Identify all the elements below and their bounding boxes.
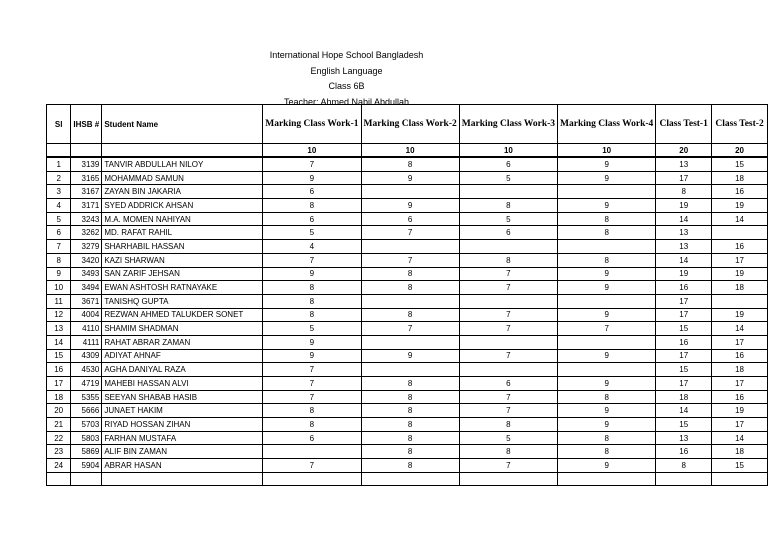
student-mark: 5 [459,212,557,226]
student-name: SHAMIM SHADMAN [102,322,263,336]
student-mark: 16 [712,185,768,199]
table-row [47,253,768,267]
student-name: SEEYAN SHABAB HASIB [102,390,263,404]
student-mark: 9 [263,335,361,349]
student-sl: 24 [47,459,71,473]
student-sl: 21 [47,418,71,432]
student-mark: 17 [712,253,768,267]
max-mark: 10 [459,144,557,158]
student-sl: 8 [47,253,71,267]
table-row [47,363,768,377]
student-mark: 14 [712,322,768,336]
student-name: EWAN ASHTOSH RATNAYAKE [102,281,263,295]
student-mark: 9 [558,404,656,418]
student-sl: 20 [47,404,71,418]
student-mark: 8 [459,445,557,459]
student-mark: 16 [656,335,712,349]
student-id: 3494 [71,281,102,295]
student-name: AGHA DANIYAL RAZA [102,363,263,377]
student-mark: 8 [361,445,459,459]
student-mark: 13 [656,240,712,254]
student-mark [361,185,459,199]
student-sl: 14 [47,335,71,349]
table-row [47,199,768,213]
student-sl: 11 [47,294,71,308]
student-sl: 10 [47,281,71,295]
student-mark [459,335,557,349]
school-name: International Hope School Bangladesh [269,50,424,60]
student-name: SHARHABIL HASSAN [102,240,263,254]
student-mark: 8 [361,431,459,445]
student-mark [361,240,459,254]
student-mark: 9 [558,308,656,322]
student-sl: 22 [47,431,71,445]
student-mark: 16 [656,281,712,295]
student-sl: 5 [47,212,71,226]
student-mark: 17 [712,335,768,349]
teacher-name: Teacher: Ahmed Nabil Abdullah [283,96,410,107]
student-mark [558,335,656,349]
student-mark: 5 [459,431,557,445]
student-mark: 8 [656,459,712,473]
student-mark: 7 [361,322,459,336]
table-row [47,377,768,391]
student-id: 4309 [71,349,102,363]
student-mark: 7 [263,253,361,267]
student-mark [558,363,656,377]
student-mark: 18 [712,281,768,295]
student-mark: 6 [263,212,361,226]
student-mark [459,240,557,254]
student-mark: 15 [712,157,768,171]
student-mark: 8 [263,418,361,432]
student-mark: 6 [361,212,459,226]
student-mark: 8 [459,418,557,432]
student-mark: 6 [459,157,557,171]
student-sl: 15 [47,349,71,363]
student-mark [558,294,656,308]
student-sl: 4 [47,199,71,213]
student-mark: 6 [459,226,557,240]
student-mark: 14 [712,431,768,445]
student-mark: 7 [459,322,557,336]
table-row [47,308,768,322]
subject-name: English Language [310,65,383,76]
student-mark: 9 [558,199,656,213]
student-mark: 7 [459,308,557,322]
student-mark: 19 [712,404,768,418]
student-id: 5904 [71,459,102,473]
col-header-ct1: Class Test-1 [656,105,712,144]
empty-row [47,472,768,485]
marks-table [46,104,768,486]
table-row [47,240,768,254]
student-mark: 19 [656,267,712,281]
student-mark: 18 [656,390,712,404]
student-mark: 7 [361,226,459,240]
student-name: MD. RAFAT RAHIL [102,226,263,240]
student-mark: 14 [656,404,712,418]
student-mark: 7 [263,459,361,473]
student-mark: 18 [712,363,768,377]
student-sl: 12 [47,308,71,322]
student-id: 3671 [71,294,102,308]
student-mark: 7 [558,322,656,336]
student-mark: 14 [656,212,712,226]
student-name: SYED ADDRICK AHSAN [102,199,263,213]
student-id: 4110 [71,322,102,336]
student-mark: 17 [656,349,712,363]
student-name: ZAYAN BIN JAKARIA [102,185,263,199]
student-id: 4004 [71,308,102,322]
student-mark: 17 [656,308,712,322]
student-mark: 7 [263,363,361,377]
student-name: KAZI SHARWAN [102,253,263,267]
student-mark: 9 [263,171,361,185]
col-header-id: IHSB # [71,105,102,144]
col-header-cw2: Marking Class Work-2 [361,105,459,144]
table-row [47,294,768,308]
student-mark: 17 [656,171,712,185]
student-mark: 8 [361,377,459,391]
col-header-ct2: Class Test-2 [712,105,768,144]
student-mark [459,294,557,308]
student-mark: 6 [263,431,361,445]
student-mark [361,294,459,308]
student-mark: 9 [558,157,656,171]
table-row [47,404,768,418]
student-id: 3167 [71,185,102,199]
student-mark: 8 [263,199,361,213]
student-mark: 8 [361,157,459,171]
student-mark: 8 [263,308,361,322]
student-mark: 8 [361,404,459,418]
student-id: 3165 [71,171,102,185]
student-id: 3420 [71,253,102,267]
student-name: REZWAN AHMED TALUKDER SONET [102,308,263,322]
student-mark: 16 [712,390,768,404]
student-sl: 16 [47,363,71,377]
student-mark: 8 [558,253,656,267]
table-row [47,418,768,432]
table-row [47,459,768,473]
student-name: ADIYAT AHNAF [102,349,263,363]
student-id: 3262 [71,226,102,240]
student-mark: 9 [361,349,459,363]
student-sl: 1 [47,157,71,171]
student-mark: 8 [558,226,656,240]
student-mark: 16 [712,240,768,254]
student-sl: 9 [47,267,71,281]
student-name: TANISHQ GUPTA [102,294,263,308]
student-mark: 4 [263,240,361,254]
student-mark [361,363,459,377]
student-mark: 9 [558,171,656,185]
table-row [47,322,768,336]
student-name: FARHAN MUSTAFA [102,431,263,445]
student-mark: 18 [712,171,768,185]
student-mark: 19 [656,199,712,213]
table-row [47,226,768,240]
student-mark: 8 [459,199,557,213]
student-id: 5666 [71,404,102,418]
student-mark: 8 [459,253,557,267]
student-mark [712,226,768,240]
student-mark: 8 [361,418,459,432]
student-mark: 14 [656,253,712,267]
student-mark: 8 [558,390,656,404]
student-mark: 8 [361,390,459,404]
student-mark [558,185,656,199]
student-id: 3279 [71,240,102,254]
student-mark: 19 [712,267,768,281]
student-mark [712,294,768,308]
student-mark: 9 [558,459,656,473]
student-mark [459,363,557,377]
student-name: SAN ZARIF JEHSAN [102,267,263,281]
student-sl: 23 [47,445,71,459]
student-mark: 9 [558,418,656,432]
student-name: ALIF BIN ZAMAN [102,445,263,459]
student-id: 3493 [71,267,102,281]
student-mark: 7 [459,281,557,295]
student-mark: 9 [558,349,656,363]
student-name: JUNAET HAKIM [102,404,263,418]
student-mark: 8 [558,445,656,459]
student-sl: 7 [47,240,71,254]
student-id: 4111 [71,335,102,349]
student-mark: 9 [263,267,361,281]
student-name: RIYAD HOSSAN ZIHAN [102,418,263,432]
header-row [47,105,768,144]
student-name: RAHAT ABRAR ZAMAN [102,335,263,349]
table-row [47,431,768,445]
student-mark: 13 [656,157,712,171]
student-mark: 8 [361,281,459,295]
student-mark: 5 [263,226,361,240]
student-mark [459,185,557,199]
max-mark: 10 [263,144,361,158]
table-row [47,212,768,226]
student-mark: 15 [656,418,712,432]
student-id: 5803 [71,431,102,445]
student-mark: 19 [712,199,768,213]
student-id: 5869 [71,445,102,459]
student-sl: 6 [47,226,71,240]
student-mark: 9 [263,349,361,363]
student-name: MOHAMMAD SAMUN [102,171,263,185]
student-mark: 18 [712,445,768,459]
student-mark: 9 [361,171,459,185]
max-mark: 20 [712,144,768,158]
student-mark: 8 [361,308,459,322]
student-mark: 13 [656,226,712,240]
table-row [47,335,768,349]
student-mark: 7 [263,390,361,404]
student-mark [263,445,361,459]
student-mark: 6 [263,185,361,199]
student-mark: 9 [558,267,656,281]
student-mark: 17 [712,377,768,391]
student-mark: 8 [361,267,459,281]
student-mark: 9 [558,377,656,391]
student-sl: 2 [47,171,71,185]
student-mark: 7 [459,267,557,281]
student-mark: 14 [712,212,768,226]
col-header-sl: Sl [47,105,71,144]
student-mark: 16 [656,445,712,459]
student-mark: 15 [712,459,768,473]
max-mark: 10 [558,144,656,158]
student-sl: 3 [47,185,71,199]
student-mark: 7 [459,349,557,363]
student-mark: 9 [558,281,656,295]
max-marks-row [47,144,768,158]
table-row [47,390,768,404]
student-id: 3243 [71,212,102,226]
table-row [47,281,768,295]
student-mark: 6 [459,377,557,391]
student-mark: 7 [459,390,557,404]
table-row [47,445,768,459]
table-row [47,171,768,185]
student-sl: 17 [47,377,71,391]
student-mark: 13 [656,431,712,445]
student-mark: 16 [712,349,768,363]
table-row [47,185,768,199]
student-id: 5703 [71,418,102,432]
student-mark: 7 [263,377,361,391]
class-name: Class 6B [328,81,365,91]
student-mark: 8 [558,212,656,226]
student-mark: 17 [712,418,768,432]
student-mark: 9 [361,199,459,213]
col-header-cw3: Marking Class Work-3 [459,105,557,144]
student-name: M.A. MOMEN NAHIYAN [102,212,263,226]
student-sl: 18 [47,390,71,404]
student-mark [361,335,459,349]
student-mark: 17 [656,294,712,308]
col-header-name: Student Name [102,105,263,144]
sheet-heading [0,48,693,110]
student-mark: 8 [361,459,459,473]
table-row [47,157,768,171]
max-mark: 20 [656,144,712,158]
student-mark: 7 [263,157,361,171]
student-mark: 19 [712,308,768,322]
student-name: ABRAR HASAN [102,459,263,473]
student-mark: 7 [459,459,557,473]
table-row [47,349,768,363]
table-row [47,267,768,281]
col-header-cw1: Marking Class Work-1 [263,105,361,144]
student-id: 4530 [71,363,102,377]
student-mark: 15 [656,322,712,336]
student-id: 4719 [71,377,102,391]
student-mark [558,240,656,254]
student-mark: 8 [263,294,361,308]
student-mark: 5 [459,171,557,185]
student-id: 5355 [71,390,102,404]
student-mark: 8 [656,185,712,199]
student-mark: 7 [459,404,557,418]
max-mark: 10 [361,144,459,158]
student-sl: 13 [47,322,71,336]
student-id: 3139 [71,157,102,171]
student-mark: 8 [263,281,361,295]
col-header-cw4: Marking Class Work-4 [558,105,656,144]
student-name: TANVIR ABDULLAH NILOY [102,157,263,171]
student-mark: 8 [558,431,656,445]
student-mark: 5 [263,322,361,336]
student-mark: 17 [656,377,712,391]
student-id: 3171 [71,199,102,213]
student-name: MAHEBI HASSAN ALVI [102,377,263,391]
student-mark: 8 [263,404,361,418]
student-mark: 7 [361,253,459,267]
student-mark: 15 [656,363,712,377]
